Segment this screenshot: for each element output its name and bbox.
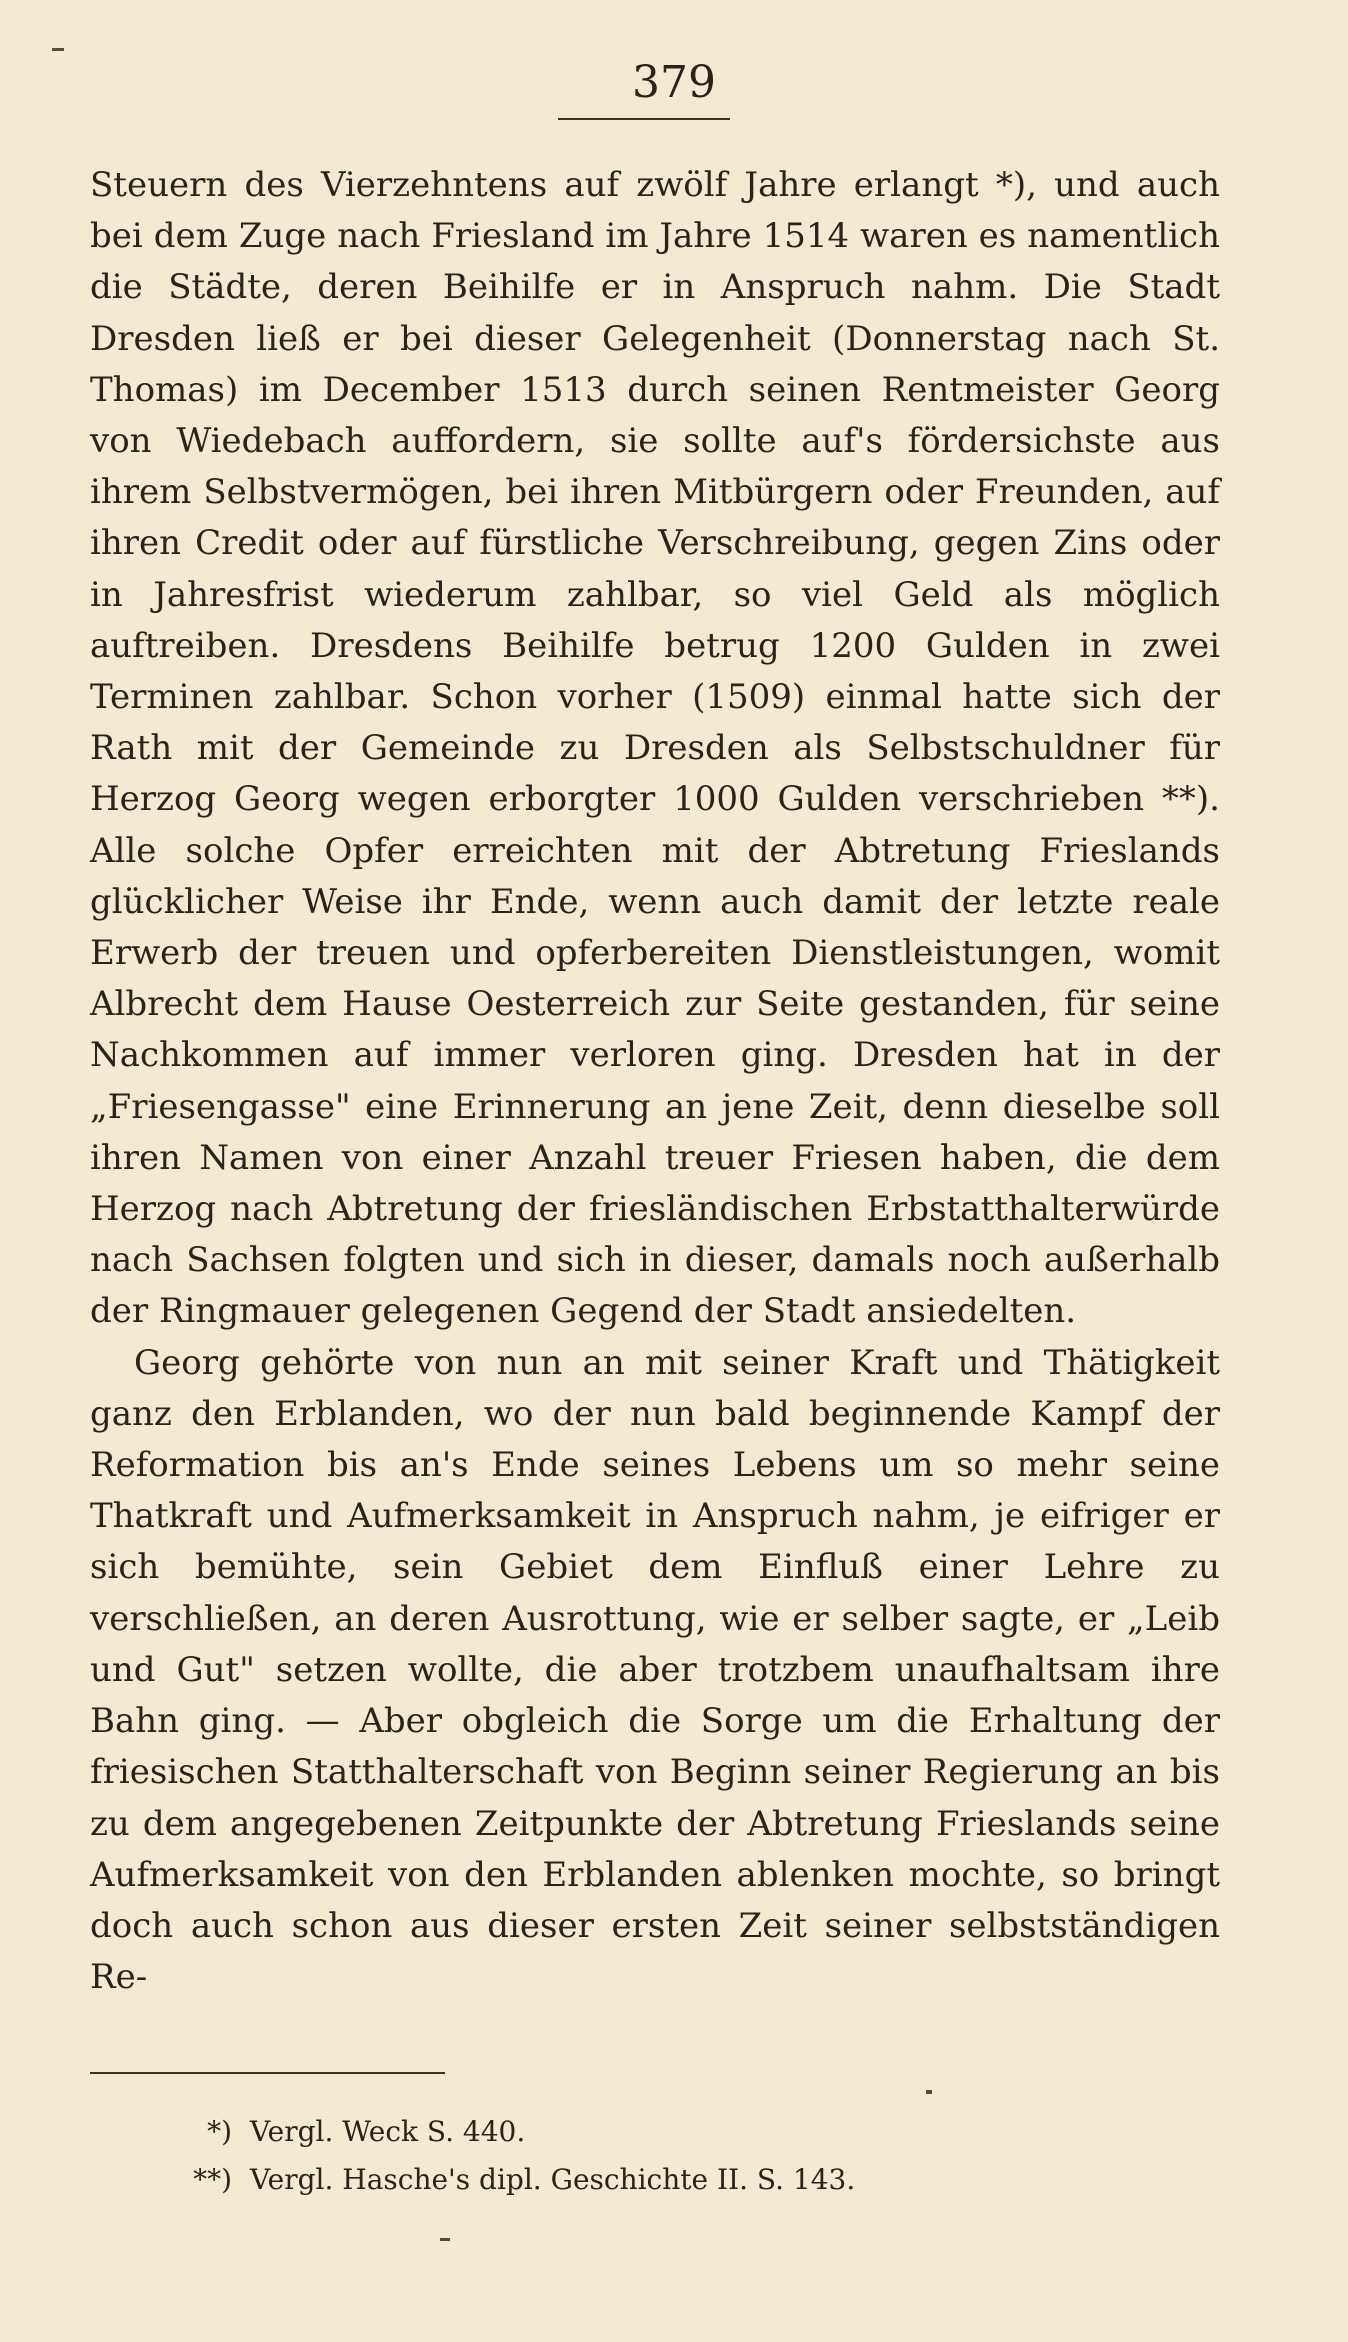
footnote-mark: *) (207, 2115, 232, 2148)
footnote-2 (90, 2156, 1220, 2204)
paper-speck (52, 48, 64, 51)
paragraph-1: Steuern des Vierzehntens auf zwölf Jahre erlangt *), und auch bei dem Zuge nach Friesland im Jahre 1514 waren es namentlich die Städte, deren Beihilfe er in Anspruch nahm. Die Stadt Dresden ließ er bei dieser Gelegenheit (Donnerstag nach St. Thomas) im December 1513 durch seinen Rentmeister Georg von Wiedebach auffordern, sie sollte auf's fördersichste aus ihrem Selbstvermögen, bei ihren Mitbürgern oder Freunden, auf ihren Credit oder auf fürstliche Verschreibung, gegen Zins oder in Jahresfrist wiederum zahlbar, so viel Geld als möglich auftreiben. Dresdens Beihilfe betrug 1200 Gulden in zwei Terminen zahlbar. Schon vorher (1509) einmal hatte sich der Rath mit der Gemeinde zu Dresden als Selbstschuldner für Herzog Georg wegen erborgter 1000 Gulden verschrieben **). Alle solche Opfer erreichten mit der Abtretung Frieslands glücklicher Weise ihr Ende, wenn auch damit der letzte reale Erwerb der treuen und opferbereiten Dienstleistungen, womit Albrecht dem Hause Oesterreich zur Seite gestanden, für seine Nachkommen auf immer verloren ging. Dresden hat in der „Friesengasse" eine Erinnerung an jene Zeit, denn dieselbe soll ihren Namen von einer Anzahl treuer Friesen haben, die dem Herzog nach Abtretung der friesländischen Erbstatthalterwürde nach Sachsen folgten und sich in dieser, damals noch außerhalb der Ringmauer gelegenen Gegend der Stadt ansiedelten. (90, 165, 1220, 1332)
paper-speck (926, 2090, 932, 2094)
footnote-1 (90, 2108, 1220, 2156)
footnote-text: Vergl. Weck S. 440. (250, 2115, 526, 2148)
page-number: 379 (632, 57, 716, 108)
footnote-mark: **) (193, 2163, 232, 2196)
footnotes (90, 2108, 1220, 2204)
page-number-rule (558, 118, 730, 120)
paragraph-2: Georg gehörte von nun an mit seiner Kraft und Thätigkeit ganz den Erblanden, wo der nun bald beginnende Kampf der Reformation bis an's Ende seines Lebens um so mehr seine Thatkraft und Aufmerksamkeit in Anspruch nahm, je eifriger er sich bemühte, sein Gebiet dem Einfluß einer Lehre zu verschließen, an deren Ausrottung, wie er selber sagte, er „Leib und Gut" setzen wollte, die aber trotzbem unaufhaltsam ihre Bahn ging. — Aber obgleich die Sorge um die Erhaltung der friesischen Statthalterschaft von Beginn seiner Regierung an bis zu dem angegebenen Zeitpunkte der Abtretung Frieslands seine Aufmerksamkeit von den Erblanden ablenken mochte, so bringt doch auch schon aus dieser ersten Zeit seiner selbstständigen Re- (90, 1342, 1220, 1998)
body-text (90, 160, 1220, 2003)
footnote-text: Vergl. Hasche's dipl. Geschichte II. S. 143. (250, 2163, 856, 2196)
paper-speck (440, 2238, 450, 2241)
footnote-rule (90, 2072, 445, 2074)
